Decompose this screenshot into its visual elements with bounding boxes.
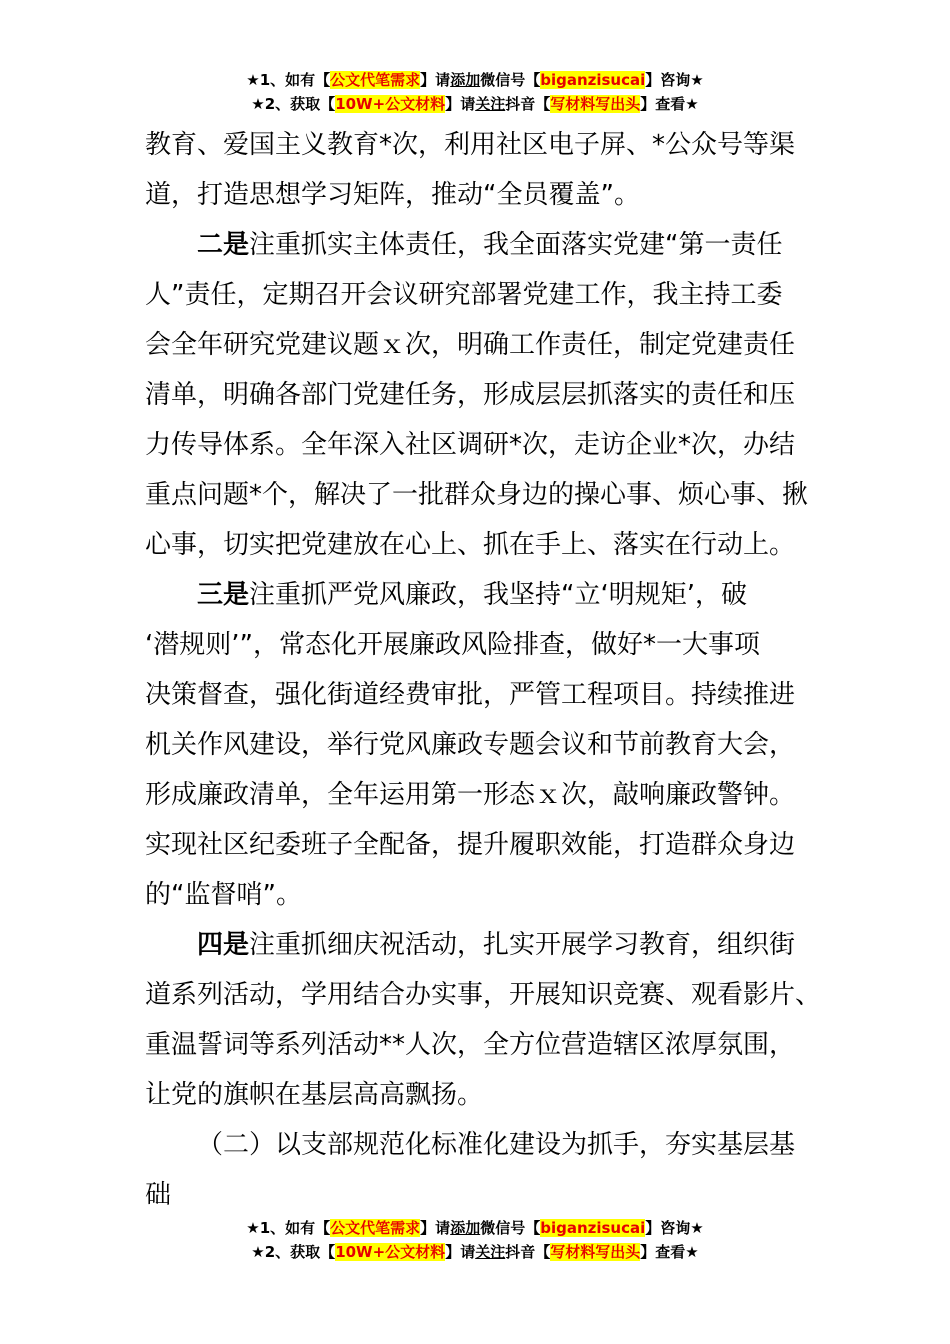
banner-highlight: 写材料写出头 <box>550 95 641 113</box>
banner-text: 】请 <box>420 71 451 89</box>
text-line: 心事，切实把党建放在心上、抓在手上、落实在行动上。 <box>145 530 796 560</box>
banner-text: 抖音【 <box>505 95 551 113</box>
text-line: 决策督查，强化街道经费审批，严管工程项目。持续推进 <box>145 680 796 710</box>
text-line-content: 注重抓细庆祝活动，扎实开展学习教育，组织街 <box>249 930 796 960</box>
document-body <box>145 120 822 1220</box>
section-heading <box>145 1120 801 1220</box>
banner-text: 】请 <box>420 1219 451 1237</box>
banner-text: 抖音【 <box>505 1243 551 1261</box>
text-line: 实现社区纪委班子全配备，提升履职效能，打造群众身边 <box>145 830 796 860</box>
paragraph-lead: 四是 <box>197 930 250 960</box>
banner-text: ★2、获取【 <box>251 95 336 113</box>
text-line: 教育、爱国主义教育*次，利用社区电子屏、*公众号等渠 <box>145 130 796 160</box>
text-line: 的“监督哨”。 <box>145 880 302 910</box>
text-line: （二）以支部规范化标准化建设为抓手，夯实基层基 <box>197 1130 796 1160</box>
text-line: 机关作风建设，举行党风廉政专题会议和节前教育大会， <box>145 730 796 760</box>
banner-highlight: 10W+公文材料 <box>335 95 446 113</box>
paragraph-point-4 <box>145 920 822 1120</box>
banner-underlined-text: 关注 <box>475 95 506 113</box>
paragraph-lead: 二是 <box>197 230 250 260</box>
bottom-banner <box>0 1216 950 1264</box>
banner-text: 】请 <box>445 1243 476 1261</box>
text-line: ‘潜规则’”，常态化开展廉政风险排查，做好*一大事项 <box>145 630 760 660</box>
text-line-content: 注重抓严党风廉政，我坚持“立‘明规矩’，破 <box>249 580 748 610</box>
paragraph-lead: 三是 <box>197 580 250 610</box>
text-line: 形成廉政清单，全年运用第一形态ｘ次，敲响廉政警钟。 <box>145 780 796 810</box>
banner-underlined-text: 关注 <box>475 1243 506 1261</box>
text-line: 会全年研究党建议题ｘ次，明确工作责任，制定党建责任 <box>145 330 796 360</box>
banner-highlight: 写材料写出头 <box>550 1243 641 1261</box>
paragraph-continuation <box>145 120 801 220</box>
banner-text: 】咨询★ <box>645 1219 704 1237</box>
text-line: 让党的旗帜在基层高高飘扬。 <box>145 1080 484 1110</box>
text-line: 清单，明确各部门党建任务，形成层层抓落实的责任和压 <box>145 380 796 410</box>
banner-line-2 <box>0 1240 950 1264</box>
banner-underlined-text: 添加 <box>450 1219 481 1237</box>
banner-highlight: 公文代笔需求 <box>330 71 421 89</box>
text-line: 道，打造思想学习矩阵，推动“全员覆盖”。 <box>145 180 640 210</box>
text-line: 础 <box>145 1180 172 1210</box>
banner-text: 】请 <box>445 95 476 113</box>
banner-highlight: 10W+公文材料 <box>335 1243 446 1261</box>
banner-text: 】咨询★ <box>645 71 704 89</box>
text-line <box>145 920 801 970</box>
top-banner <box>0 68 950 116</box>
banner-line-1 <box>0 1216 950 1240</box>
text-line <box>145 570 801 620</box>
text-line: 重温誓词等系列活动**人次，全方位营造辖区浓厚氛围， <box>145 1030 796 1060</box>
text-line: 人”责任，定期召开会议研究部署党建工作，我主持工委 <box>145 280 783 310</box>
banner-highlight: biganzisucai <box>540 71 646 89</box>
text-line: 力传导体系。全年深入社区调研*次，走访企业*次，办结 <box>145 430 796 460</box>
banner-text: 微信号【 <box>480 71 541 89</box>
text-line: 重点问题*个，解决了一批群众身边的操心事、烦心事、揪 <box>145 480 809 510</box>
paragraph-point-2 <box>145 220 809 570</box>
paragraph-point-3 <box>145 570 801 920</box>
banner-line-2 <box>0 92 950 116</box>
banner-text: 】查看★ <box>640 95 699 113</box>
text-line: 道系列活动，学用结合办实事，开展知识竞赛、观看影片、 <box>145 980 822 1010</box>
banner-line-1 <box>0 68 950 92</box>
banner-highlight: biganzisucai <box>540 1219 646 1237</box>
banner-text: 】查看★ <box>640 1243 699 1261</box>
banner-text: ★1、如有【 <box>246 71 331 89</box>
text-line-content: 注重抓实主体责任，我全面落实党建“第一责任 <box>249 230 783 260</box>
banner-text: ★2、获取【 <box>251 1243 336 1261</box>
text-line <box>145 220 801 270</box>
banner-underlined-text: 添加 <box>450 71 481 89</box>
banner-highlight: 公文代笔需求 <box>330 1219 421 1237</box>
banner-text: ★1、如有【 <box>246 1219 331 1237</box>
banner-text: 微信号【 <box>480 1219 541 1237</box>
